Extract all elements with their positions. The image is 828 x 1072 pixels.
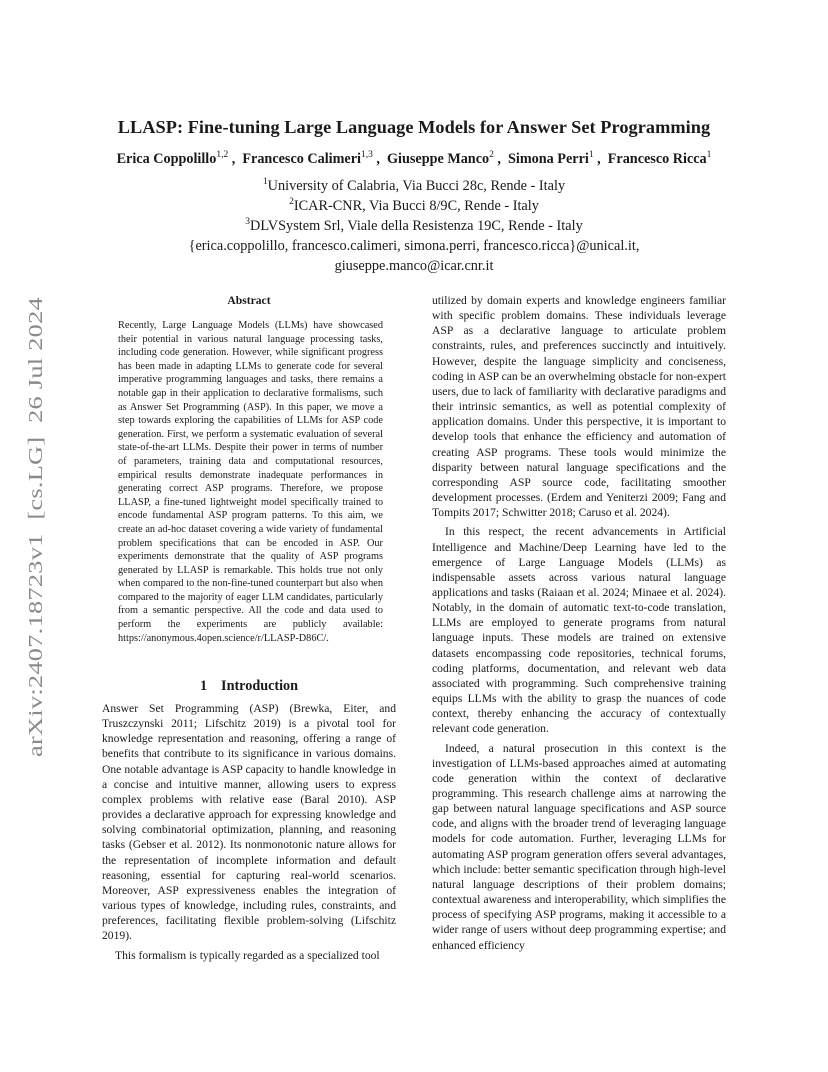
email-line: giuseppe.manco@icar.cnr.it [334,258,494,274]
paragraph: This formalism is typically regarded as a specialized tool [115,948,380,962]
affiliations [0,176,828,276]
paragraph: Answer Set Programming (ASP) (Brewka, Eiter, and Truszczynski 2011; Lifschitz 2019) is a pivotal tool for knowledge representation and reasoning, offering a range of benefits that contribute to its significance in various domains. One notable advantage is ASP capacity to handle knowledge in a concise and intuitive manner, allowing users to express complex problems with relative ease (Baral 2010). ASP provides a declarative approach for expressing knowledge and solving combinatorial optimization, planning, and reasoning tasks (Gebser et al. 2012). Its nonmonotonic nature allows for the representation of incomplete information and default reasoning, essential for capturing real-world scenarios. Moreover, ASP expressiveness enables the integration of various types of knowledge, including rules, constraints, and preferences, facilitating flexible problem-solving (Lifschitz 2019). [102,702,396,943]
paragraph: utilized by domain experts and knowledge engineers familiar with specific problem domains. These individuals leverage ASP as a declarative language to articulate problem constraints, rules, and preferences succinctly and intuitively. However, despite the language simplicity and conciseness, coding in ASP can be an overwhelming obstacle for non-expert users, due to lack of familiarity with declarative paradigms and their intrinsic semantics, as well as potential complexity of application domains. Under this perspective, it is important to develop tools that enhance the efficiency and automation of creating ASP programs. These tools would minimize the disparity between natural language specifications and the corresponding ASP source code, facilitating smoother development processes. (Erdem and Yeniterzi 2009; Fang and Tompits 2017; Schwitter 2018; Caruso et al. 2024). [432,294,726,520]
abstract-text: Recently, Large Language Models (LLMs) have showcased their potential in various natural language processing tasks, including code generation. However, while significant progress has been made in adapting LLMs to generate code for several imperative programming languages and tasks, there remains a notable gap in their application to declarative formalisms, such as Answer Set Programming (ASP). In this paper, we move a step towards exploring the capabilities of LLMs for ASP code generation. First, we perform a systematic evaluation of several state-of-the-art LLMs. Despite their power in terms of number of parameters, training data and computational resources, empirical results demonstrate inadequate performances in generating correct ASP programs. Therefore, we propose LLASP, a fine-tuned lightweight model specifically trained to encode fundamental ASP program patterns. To this aim, we create an ad-hoc dataset covering a wide variety of fundamental problem specifications that can be encoded in ASP. Our experiments demonstrate that the quality of ASP programs generated by LLASP is remarkable. This holds true not only when compared to the non-fine-tuned counterpart but also when compared to the majority of eager LLM candidates, particularly from a semantic perspective. All the code and data used to perform the experiments are publicly available: https://anonymous.4open.science/r/LLASP-D86C/. [118,320,383,644]
author: Francesco Calimeri$^{1,3}$ [242,150,373,167]
author: Francesco Ricca$^1$ [607,150,712,167]
section-title: Introduction [221,678,299,694]
section-number: 1 [199,678,208,694]
author: Giuseppe Manco$^2$ [387,150,494,167]
affiliation: $^1$University of Calabria, Via Bucci 28c, Rende - Italy [262,177,566,194]
abstract [118,319,383,645]
affiliation: $^3$DLVSystem Srl, Viale della Resistenza 19C, Rende - Italy [245,217,583,234]
abstract-heading: Abstract [227,294,271,307]
section-heading [102,678,396,695]
paper-title: LLASP: Fine-tuning Large Language Models for Answer Set Programming [117,117,711,137]
arxiv-stamp-text: arXiv:2407.18723v1 [cs.LG] 26 Jul 2024 [25,399,47,757]
email-line: {erica.coppolillo, francesco.calimeri, simona.perri, francesco.ricca}@unical.it, [188,238,640,254]
author: Erica Coppolillo$^{1,2}$ [116,150,229,167]
author: Simona Perri$^1$ [508,150,594,167]
paragraph: In this respect, the recent advancements in Artificial Intelligence and Machine/Deep Learning have led to the emergence of Large Language Models (LLMs) as indispensable assets across various natural language applications and tasks (Raiaan et al. 2024; Minaee et al. 2024). Notably, in the domain of automatic text-to-code translation, LLMs are employed to generate programs from natural language inputs. These models are trained on extensive datasets encompassing code repositories, technical forums, coding platforms, documentation, and relevant web data associated with programming. Such comprehensive training equips LLMs with the ability to grasp the nuances of code context, thereby enhancing the accuracy of contextually relevant code generation. [432,525,726,736]
right-column [432,293,726,953]
author-list: Erica Coppolillo$^{1,2}$ , Francesco Calimeri$^{1,3}$ , Giuseppe Manco$^2$ , Simona Perri$^1$ , Francesco Ricca$^1$ [116,150,712,167]
left-column [102,701,396,963]
affiliation: $^2$ICAR-CNR, Via Bucci 8/9C, Rende - Italy [289,197,539,214]
arxiv-stamp [8,296,54,758]
paragraph: Indeed, a natural prosecution in this context is the investigation of LLMs-based approaches aimed at automating code generation within the context of declarative programming. This research challenge aims at narrowing the gap between natural language specifications and ASP source code, and aligns with the broader trend of leveraging language models for code automation. Further, leveraging LLMs for automating ASP program generation offers several advantages, which include: better semantic specification through high-level natural language descriptions of their problem domains; contextual awareness and interoperability, which simplifies the process of specifying ASP programs, making it accessible to a wider range of users without deep programming expertise; and enhanced efficiency [432,741,726,952]
